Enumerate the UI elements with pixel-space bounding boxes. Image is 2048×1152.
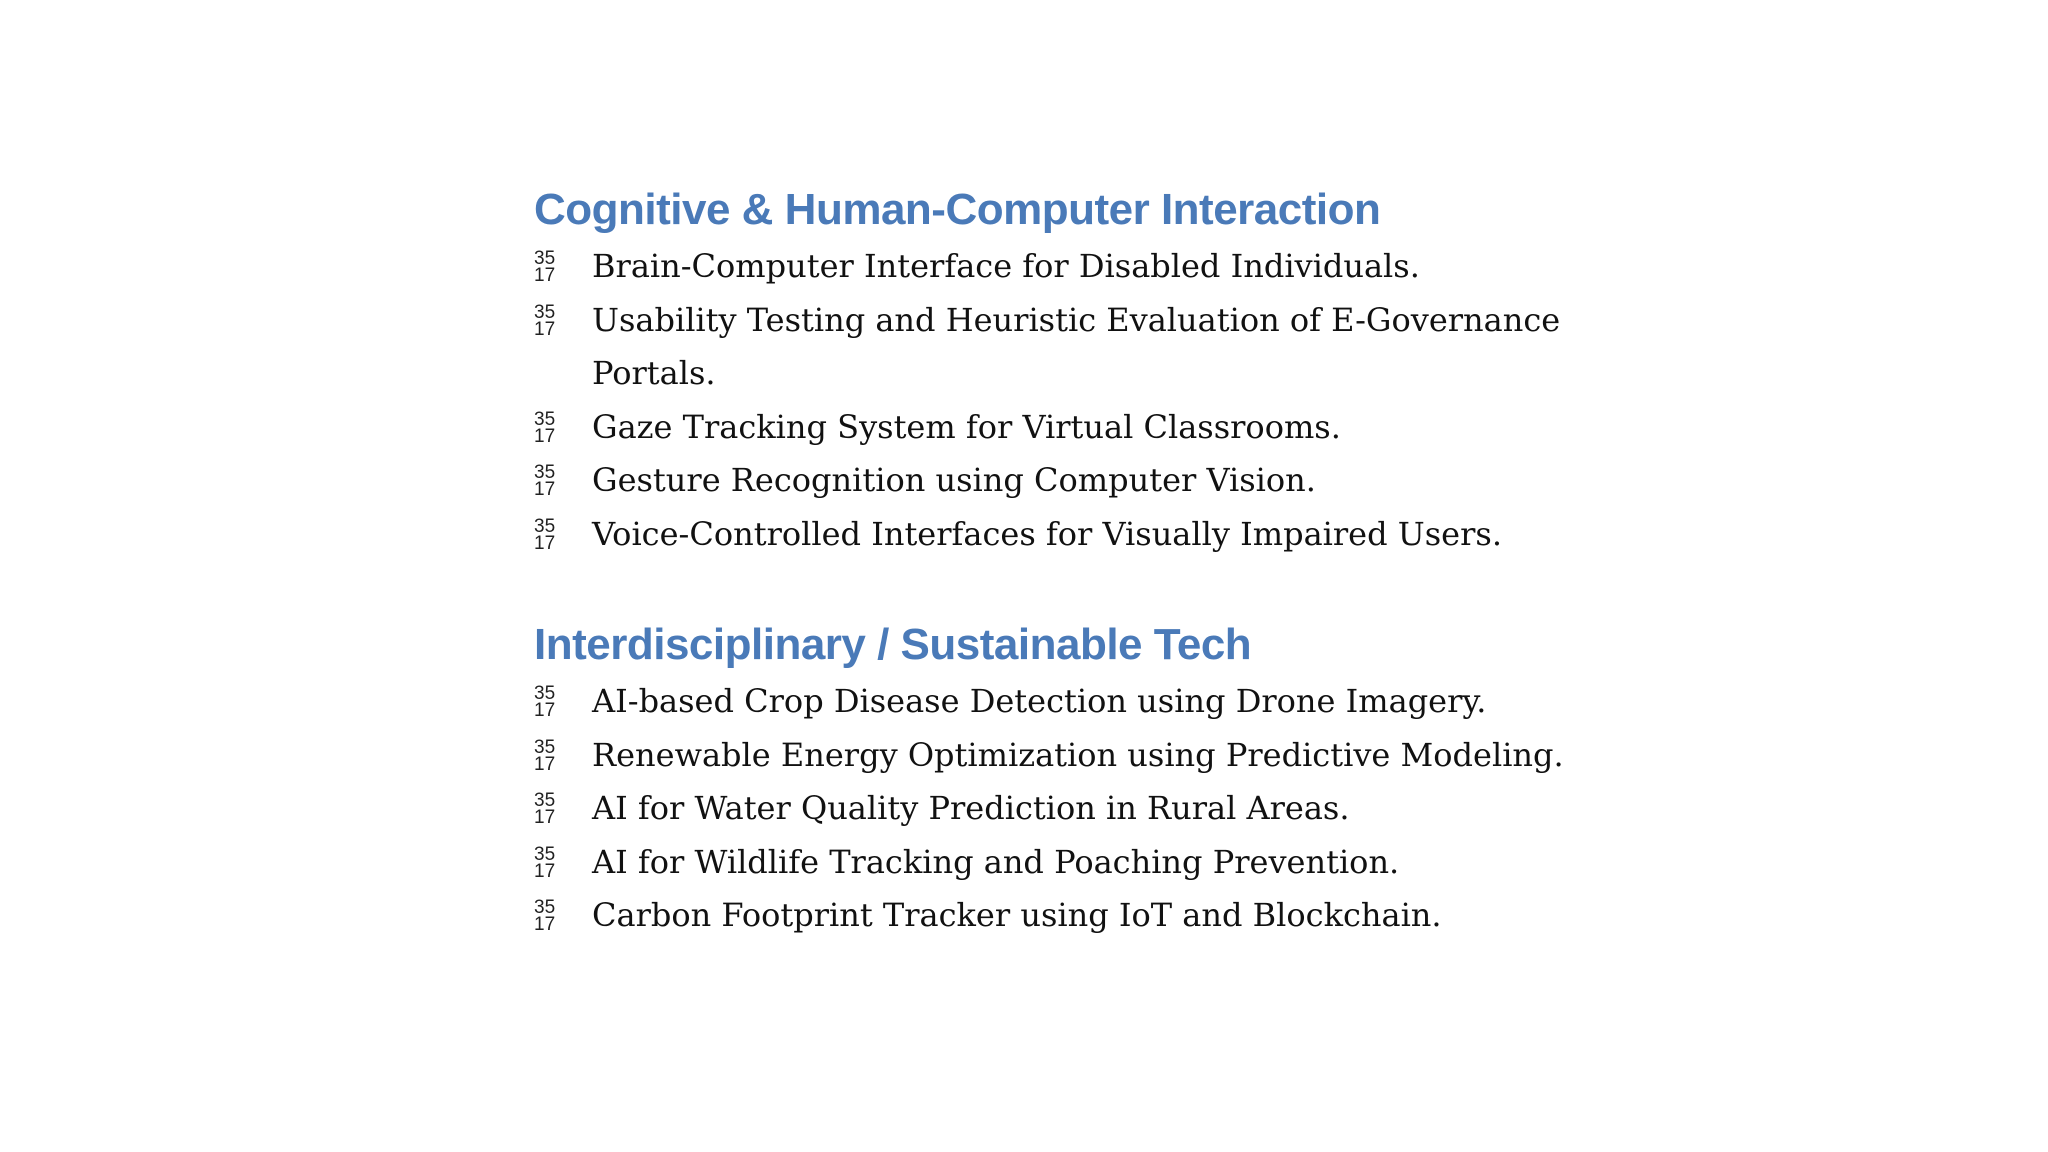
list-item bbox=[534, 729, 1614, 783]
list-item bbox=[534, 889, 1614, 943]
list-item bbox=[534, 836, 1614, 890]
bullet-glyph: 35 17 bbox=[534, 843, 556, 882]
item-list bbox=[534, 240, 1614, 561]
item-text: AI-based Crop Disease Detection using Drone Imagery. bbox=[592, 682, 1487, 720]
section-cognitive-hci bbox=[534, 180, 1614, 561]
bullet-glyph: 35 17 bbox=[534, 408, 556, 447]
list-item bbox=[534, 401, 1614, 455]
bullet-glyph: 35 17 bbox=[534, 462, 556, 500]
item-text: Voice-Controlled Interfaces for Visually Impaired Users. bbox=[592, 514, 1502, 553]
section-sustainable-tech bbox=[534, 615, 1614, 943]
item-list bbox=[534, 675, 1614, 943]
item-text: Renewable Energy Optimization using Predictive Modeling. bbox=[592, 735, 1564, 774]
item-text: Usability Testing and Heuristic Evaluation of E-Governance Portals. bbox=[592, 300, 1561, 392]
list-item bbox=[534, 454, 1614, 508]
section-title: Cognitive & Human-Computer Interaction bbox=[534, 185, 1381, 234]
bullet-glyph: 35 17 bbox=[534, 683, 556, 721]
item-text: Gaze Tracking System for Virtual Classrooms. bbox=[592, 407, 1341, 446]
bullet-glyph: 35 17 bbox=[534, 790, 556, 828]
item-text: AI for Water Quality Prediction in Rural Areas. bbox=[592, 789, 1350, 827]
list-item bbox=[534, 294, 1614, 401]
slide-content bbox=[534, 180, 1614, 943]
list-item bbox=[534, 240, 1614, 294]
item-text: Gesture Recognition using Computer Vision. bbox=[592, 461, 1316, 499]
bullet-glyph: 35 17 bbox=[534, 736, 556, 775]
item-text: AI for Wildlife Tracking and Poaching Prevention. bbox=[592, 842, 1400, 881]
list-item bbox=[534, 782, 1614, 836]
list-item bbox=[534, 508, 1614, 562]
item-text: Carbon Footprint Tracker using IoT and Blockchain. bbox=[592, 896, 1442, 934]
item-text: Brain-Computer Interface for Disabled Individuals. bbox=[592, 247, 1420, 285]
list-item bbox=[534, 675, 1614, 729]
bullet-glyph: 35 17 bbox=[534, 515, 556, 554]
section-title: Interdisciplinary / Sustainable Tech bbox=[534, 620, 1252, 669]
bullet-glyph: 35 17 bbox=[534, 301, 556, 340]
bullet-glyph: 35 17 bbox=[534, 897, 556, 935]
bullet-glyph: 35 17 bbox=[534, 248, 556, 286]
